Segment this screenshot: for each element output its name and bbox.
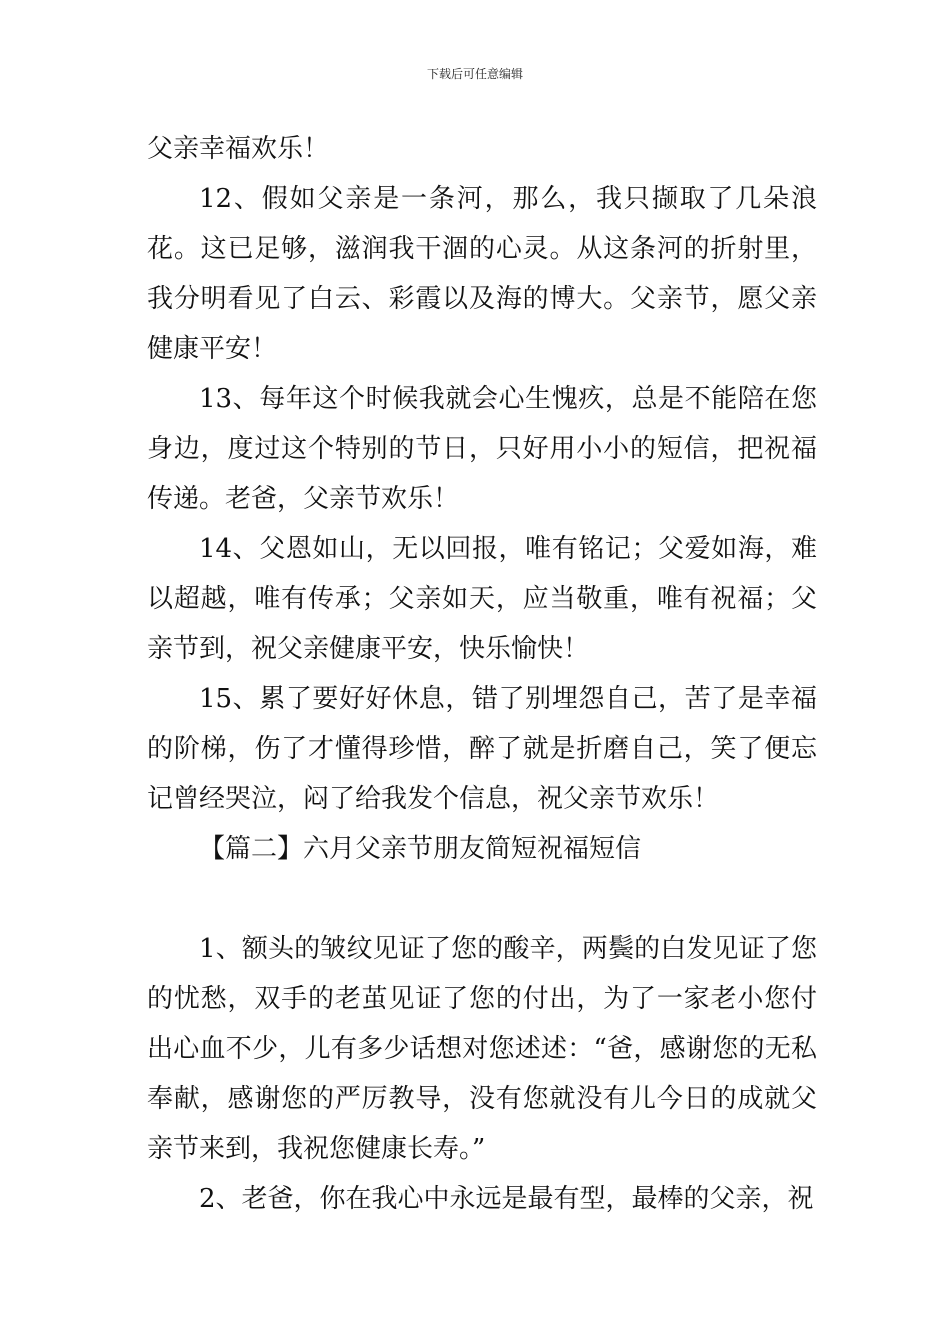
section2-paragraph-1: 1、额头的皱纹见证了您的酸辛，两鬓的白发见证了您的忧愁，双手的老茧见证了您的付出，为了一家老小您付出心血不少，儿有多少话想对您述述：“爸，感谢您的无私奉献，感谢您的严厉教导，没有您就没有儿今日的成就父亲节来到，我祝您健康长寿。”: [147, 934, 817, 1164]
paragraph-15: 15、累了要好好休息，错了别埋怨自己，苦了是幸福的阶梯，伤了才懂得珍惜，醉了就是折磨自己，笑了便忘记曾经哭泣，闷了给我发个信息，祝父亲节欢乐！: [147, 684, 817, 814]
paragraph-13: 13、每年这个时候我就会心生愧疚，总是不能陪在您身边，度过这个特别的节日，只好用小小的短信，把祝福传递。老爸，父亲节欢乐！: [147, 384, 817, 514]
page-header: 下载后可任意编辑: [426, 67, 523, 81]
paragraph-12: 12、假如父亲是一条河，那么，我只撷取了几朵浪花。这已足够，滋润我干涸的心灵。从这条河的折射里，我分明看见了白云、彩霞以及海的博大。父亲节，愿父亲健康平安！: [147, 184, 817, 364]
section-heading: 【篇二】六月父亲节朋友简短祝福短信: [199, 834, 642, 864]
blank-line: [147, 874, 817, 924]
section2-paragraph-2: 2、老爸，你在我心中永远是最有型，最棒的父亲，祝: [199, 1184, 814, 1214]
document-body: [147, 124, 817, 1224]
paragraph-14: 14、父恩如山，无以回报，唯有铭记；父爱如海，难以超越，唯有传承；父亲如天，应当敬重，唯有祝福；父亲节到，祝父亲健康平安，快乐愉快！: [147, 534, 817, 664]
paragraph-continued: 父亲幸福欢乐！: [147, 134, 330, 164]
